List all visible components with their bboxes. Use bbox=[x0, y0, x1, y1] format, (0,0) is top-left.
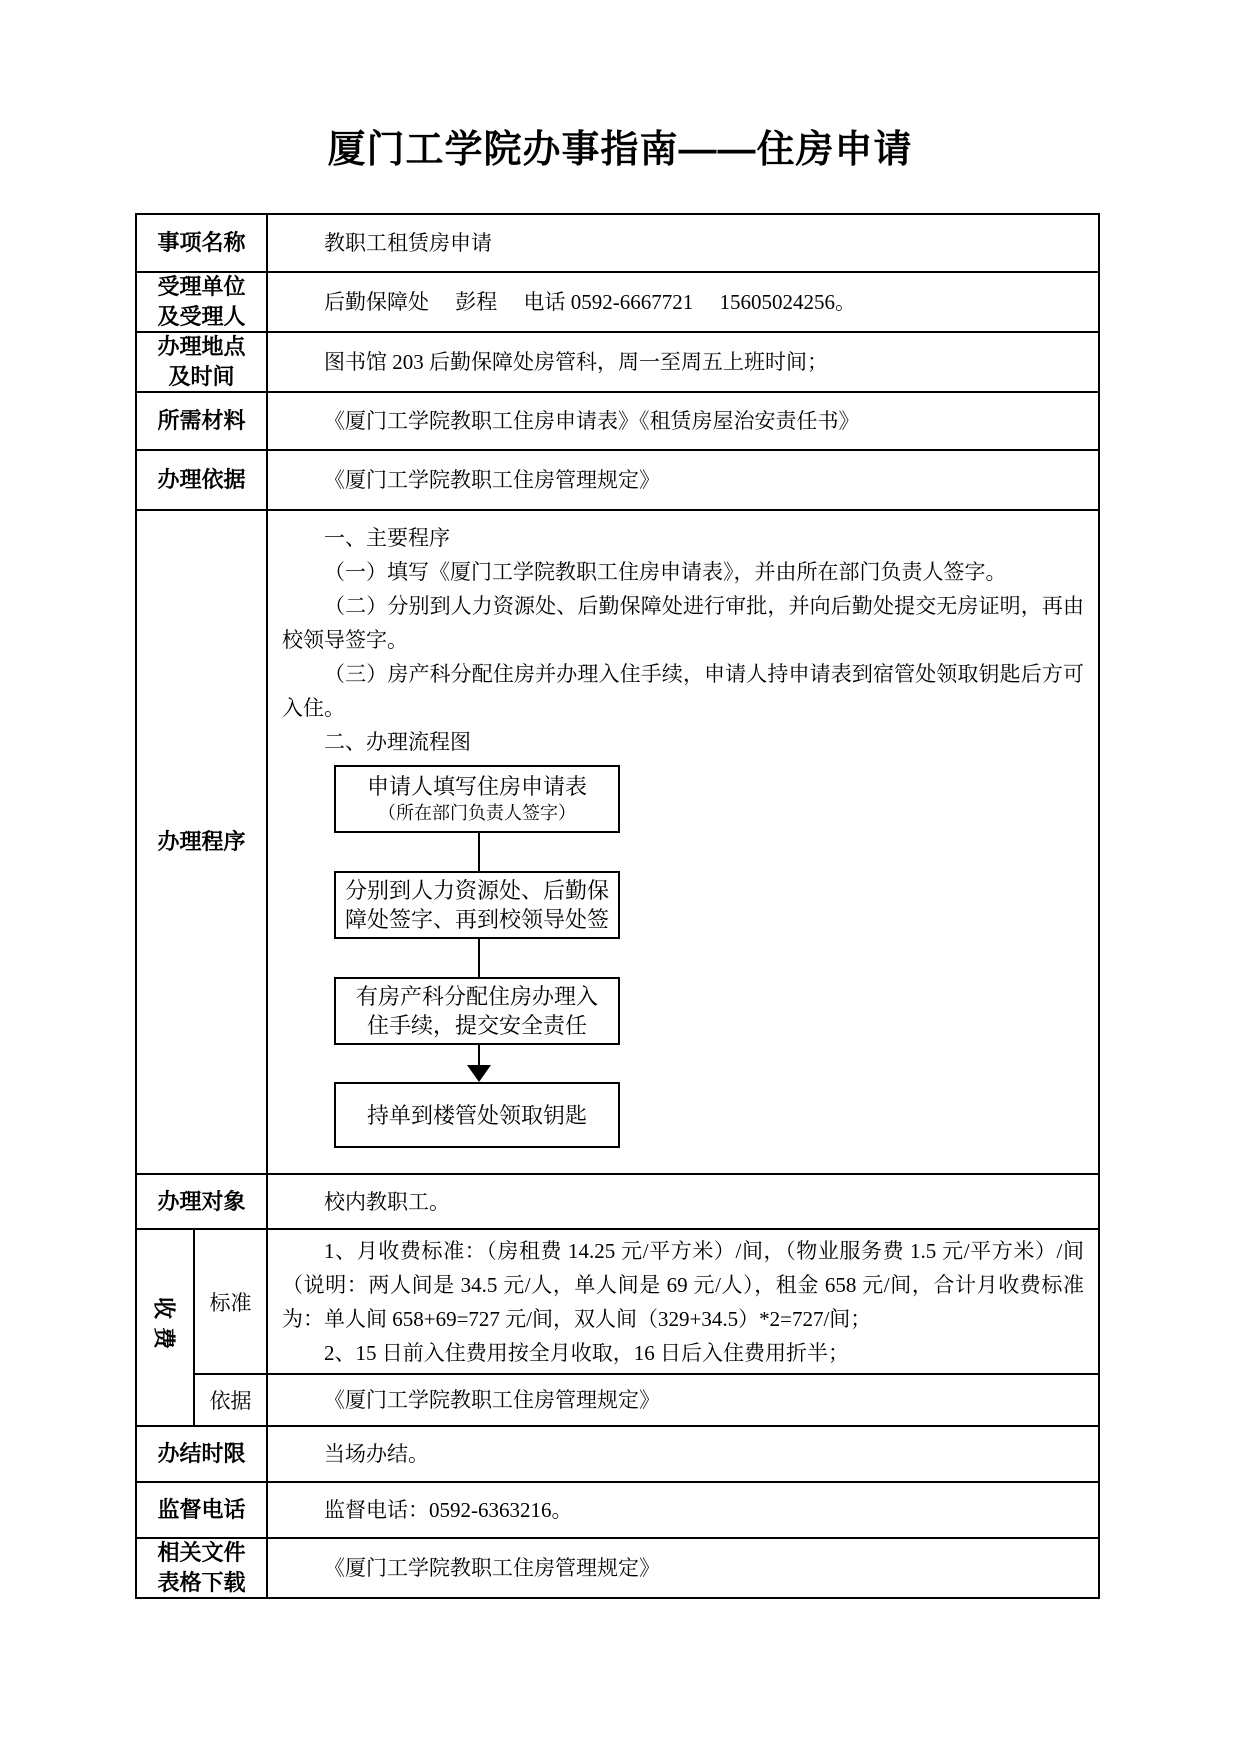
procedure-content bbox=[268, 511, 1098, 1173]
row-content: 《厦门工学院教职工住房管理规定》 bbox=[324, 468, 660, 492]
procedure-paragraph: 二、办理流程图 bbox=[324, 730, 471, 754]
row-basis bbox=[137, 451, 1098, 511]
procedure-paragraph: （三）房产科分配住房并办理入住手续，申请人持申请表到宿管处领取钥匙后方可入住。 bbox=[282, 662, 1084, 720]
procedure-paragraph: （一）填写《厦门工学院教职工住房申请表》，并由所在部门负责人签字。 bbox=[324, 560, 1007, 584]
row-target bbox=[137, 1175, 1098, 1230]
row-content: 监督电话：0592-6363216。 bbox=[324, 1498, 573, 1522]
row-content: 《厦门工学院教职工住房申请表》《租赁房屋治安责任书》 bbox=[324, 409, 860, 433]
row-label: 办理程序 bbox=[137, 511, 268, 1173]
flow-connector-line bbox=[478, 833, 480, 871]
row-content: 校内教职工。 bbox=[324, 1189, 450, 1214]
row-label: 事项名称 bbox=[137, 215, 268, 271]
row-fee bbox=[137, 1230, 1098, 1427]
fee-standard-content: 1、月收费标准：（房租费 14.25 元/平方米）/间，（物业服务费 1.5 元/平方米）/间（说明：两人间是 34.5 元/人，单人间是 69 元/人），租金 658 元/间，合计月收费标准为：单人间 658+69=727 元/间，双人间（329+34.5）*2=727/间； 2、15 日前入住费用按全月收取，16 日后入住费用折半； bbox=[282, 1238, 1084, 1365]
row-documents bbox=[137, 1539, 1098, 1597]
row-label: 办理依据 bbox=[137, 451, 268, 509]
row-supervision bbox=[137, 1483, 1098, 1539]
page-title: 厦门工学院办事指南——住房申请 bbox=[327, 129, 913, 171]
arrow-down-icon bbox=[467, 1065, 491, 1082]
row-content: 《厦门工学院教职工住房管理规定》 bbox=[324, 1556, 660, 1580]
procedure-paragraph: （二）分别到人力资源处、后勤保障处进行审批，并向后勤处提交无房证明，再由校领导签字。 bbox=[282, 594, 1084, 652]
row-acceptor bbox=[137, 273, 1098, 333]
procedure-paragraph: 一、主要程序 bbox=[324, 526, 450, 550]
flowchart bbox=[334, 765, 624, 1148]
flow-step-4: 持单到楼管处领取钥匙 bbox=[334, 1082, 620, 1148]
row-label: 办结时限 bbox=[137, 1427, 268, 1481]
fee-standard-label: 标准 bbox=[195, 1230, 268, 1373]
flow-step-1: 申请人填写住房申请表 （所在部门负责人签字） bbox=[334, 765, 620, 833]
fee-basis-label: 依据 bbox=[195, 1375, 268, 1425]
fee-body bbox=[195, 1230, 1098, 1425]
flow-step-2: 分别到人力资源处、后勤保 障处签字、再到校领导处签 bbox=[334, 871, 620, 939]
flow-connector-line bbox=[478, 939, 480, 977]
fee-basis-row bbox=[195, 1375, 1098, 1425]
row-content: 图书馆 203 后勤保障处房管科，周一至周五上班时间； bbox=[324, 350, 828, 374]
row-label: 受理单位 及受理人 bbox=[137, 273, 268, 331]
fee-vertical-label: 收费 bbox=[137, 1230, 195, 1425]
flow-connector-line bbox=[478, 1045, 480, 1065]
row-content: 当场办结。 bbox=[324, 1442, 429, 1466]
row-item-name bbox=[137, 215, 1098, 273]
service-guide-table bbox=[135, 213, 1100, 1599]
row-label: 所需材料 bbox=[137, 393, 268, 449]
row-label: 相关文件 表格下载 bbox=[137, 1539, 268, 1597]
fee-standard-row bbox=[195, 1230, 1098, 1375]
row-label: 办理地点 及时间 bbox=[137, 333, 268, 391]
row-procedure bbox=[137, 511, 1098, 1175]
row-label: 监督电话 bbox=[137, 1483, 268, 1537]
row-content: 后勤保障处 彭程 电话 0592-6667721 15605024256。 bbox=[324, 290, 856, 314]
fee-basis-content: 《厦门工学院教职工住房管理规定》 bbox=[324, 1388, 660, 1412]
row-materials bbox=[137, 393, 1098, 451]
row-content: 教职工租赁房申请 bbox=[324, 231, 492, 255]
row-label: 办理对象 bbox=[137, 1175, 268, 1228]
row-deadline bbox=[137, 1427, 1098, 1483]
row-location bbox=[137, 333, 1098, 393]
flow-step-3: 有房产科分配住房办理入 住手续，提交安全责任 bbox=[334, 977, 620, 1045]
